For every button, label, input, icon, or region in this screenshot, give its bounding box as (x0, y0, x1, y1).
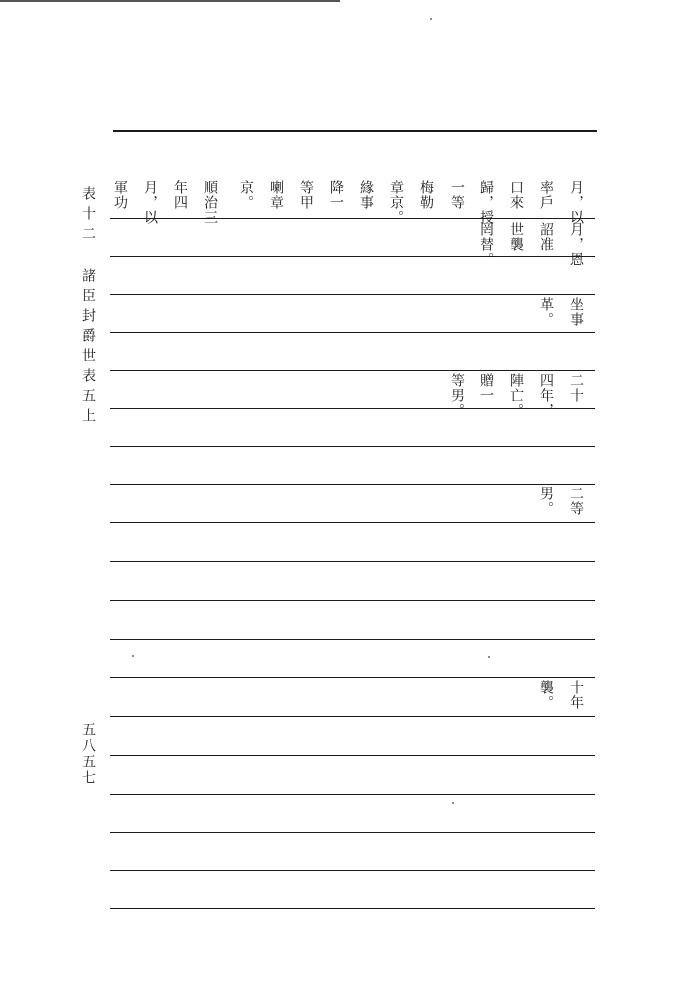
row2-col: 月，恩 (568, 222, 584, 267)
table-rule (110, 639, 595, 640)
table-rule (110, 522, 595, 523)
row14-col: 十年 (568, 680, 584, 710)
row1-col: 緣事 (358, 180, 374, 210)
table-rule (110, 870, 595, 871)
table-rule (110, 561, 595, 562)
row1-col: 率戶 (538, 180, 554, 210)
row1-col: 口來 (508, 180, 524, 210)
table-rule (110, 370, 595, 371)
table-rule (110, 332, 595, 333)
table-rule (110, 755, 595, 756)
row6-col: 贈一 (478, 373, 494, 403)
row1-col: 降一 (328, 180, 344, 210)
scan-speck (430, 18, 432, 20)
row2-col: 罔替。 (478, 222, 494, 267)
row1-col: 京。 (238, 180, 254, 210)
table-rule (113, 130, 597, 132)
row9-col: 男。 (538, 486, 554, 516)
row1-col: 等甲 (298, 180, 314, 210)
scan-speck (132, 655, 134, 657)
scan-speck (452, 802, 454, 804)
table-rule (110, 600, 595, 601)
row1-col: 順治三 (202, 180, 218, 225)
row1-col: 軍功 (112, 180, 128, 210)
table-rule (110, 256, 595, 257)
row1-col: 喇章 (268, 180, 284, 210)
row2-col: 詔准 (538, 222, 554, 252)
row1-col: 月，以 (142, 180, 158, 225)
row4-col: 坐事 (568, 297, 584, 327)
table-rule (110, 832, 595, 833)
row1-col: 月，以 (568, 180, 584, 225)
row1-col: 歸，授 (478, 180, 494, 225)
row6-col: 四年， (538, 373, 554, 418)
row6-col: 等男。 (449, 373, 465, 418)
row1-col: 梅勒 (418, 180, 434, 210)
page-number: 五八五七 (80, 722, 96, 786)
table-rule (110, 677, 595, 678)
table-rule (110, 908, 595, 909)
table-rule (110, 446, 595, 447)
scan-top-edge (0, 0, 340, 2)
row2-col: 世襲 (508, 222, 524, 252)
scan-speck (488, 656, 490, 658)
row4-col: 革。 (538, 297, 554, 327)
table-rule (110, 484, 595, 485)
margin-title: 表十二 諸臣封爵世表五上 (80, 186, 96, 428)
table-rule (110, 218, 595, 219)
table-rule (110, 716, 595, 717)
row1-col: 章京。 (388, 180, 404, 225)
row9-col: 二等 (568, 486, 584, 516)
row6-col: 陣亡。 (508, 373, 524, 418)
table-rule (110, 294, 595, 295)
row1-col: 一等 (449, 180, 465, 210)
row6-col: 二十 (568, 373, 584, 403)
table-rule (110, 794, 595, 795)
row1-col: 年四 (172, 180, 188, 210)
row14-col: 襲。 (538, 680, 554, 710)
